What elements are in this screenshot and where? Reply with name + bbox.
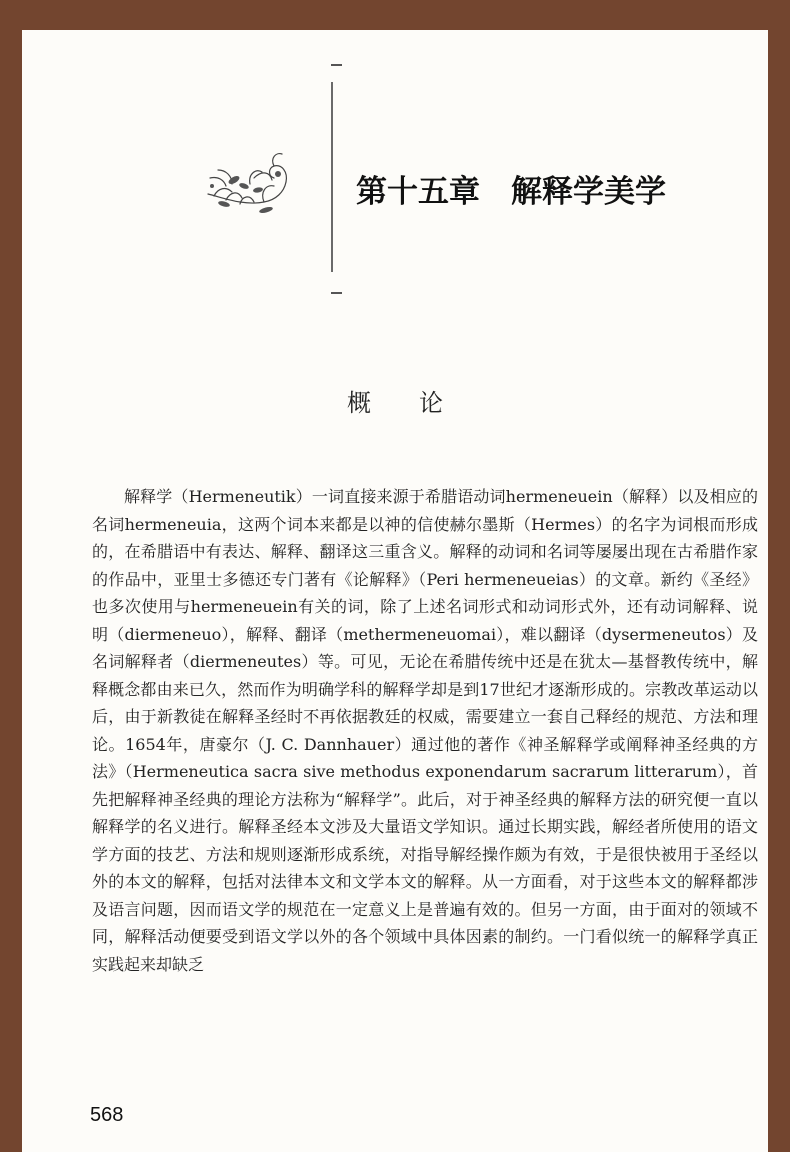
top-tick-mark (331, 64, 342, 66)
chapter-title: 第十五章 解释学美学 (356, 174, 666, 210)
book-page (22, 30, 768, 1152)
section-title: 概 论 (347, 389, 443, 417)
floral-flourish-icon (204, 148, 292, 220)
chapter-vertical-rule (331, 82, 333, 272)
body-paragraph: 解释学（Hermeneutik）一词直接来源于希腊语动词hermeneuein（解释）以及相应的名词hermeneuia，这两个词本来都是以神的信使赫尔墨斯（Hermes）的名字为词根而形成的，在希腊语中有表达、解释、翻译这三重含义。解释的动词和名词等屡屡出现在古希腊作家的作品中，亚里士多德还专门著有《论解释》（Peri hermeneueias）的文章。新约《圣经》也多次使用与hermeneuein有关的词，除了上述名词形式和动词形式外，还有动词解释、说明（diermeneuo），解释、翻译（methermeneuomai），难以翻译（dysermeneutos）及名词解释者（diermeneutes）等。可见，无论在希腊传统中还是在犹太—基督教传统中，解释概念都由来已久，然而作为明确学科的解释学却是到17世纪才逐渐形成的。宗教改革运动以后，由于新教徒在解释圣经时不再依据教廷的权威，需要建立一套自己释经的规范、方法和理论。1654年，唐豪尔（J. C. Dannhauer）通过他的著作《神圣解释学或阐释神圣经典的方法》（Hermeneutica sacra sive methodus exponendarum sacrarum litterarum），首先把解释神圣经典的理论方法称为“解释学”。此后，对于神圣经典的解释方法的研究便一直以解释学的名义进行。解释圣经本文涉及大量语文学知识。通过长期实践，解经者所使用的语文学方面的技艺、方法和规则逐渐形成系统，对指导解经操作颇为有效，于是很快被用于圣经以外的本文的解释，包括对法律本文和文学本文的解释。从一方面看，对于这些本文的解释都涉及语言问题，因而语文学的规范在一定意义上是普遍有效的。但另一方面，由于面对的领域不同，解释活动便要受到语文学以外的各个领域中具体因素的制约。一门看似统一的解释学真正实践起来却缺乏 (92, 487, 758, 974)
page-number: 568 (90, 1104, 124, 1126)
bottom-tick-mark (331, 292, 342, 294)
